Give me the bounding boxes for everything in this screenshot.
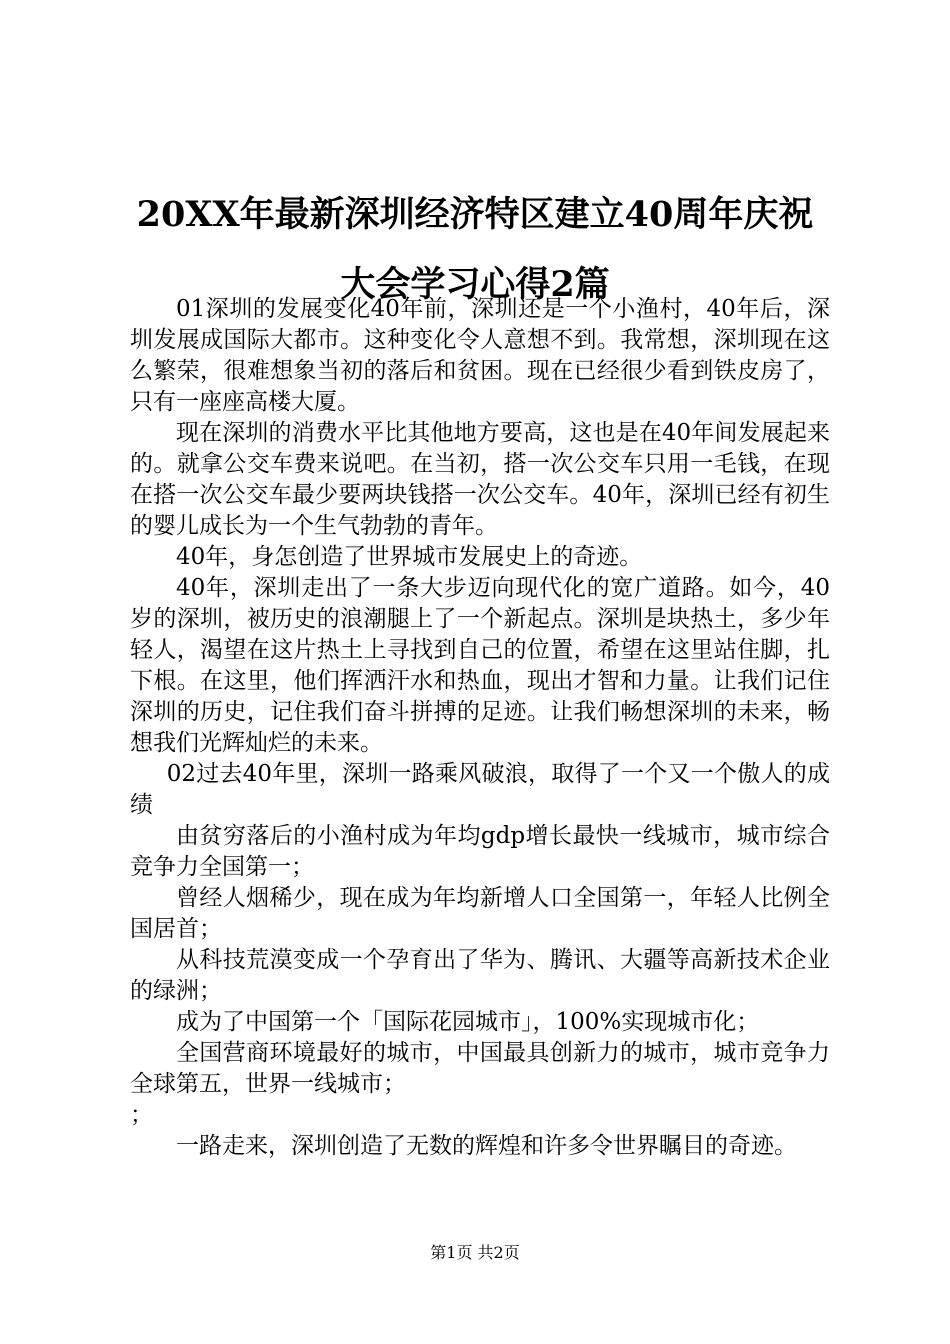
paragraph-11: ； <box>130 1102 153 1128</box>
document-title: 20XX年最新深圳经济特区建立40周年庆祝大会学习心得2篇 <box>136 194 814 305</box>
paragraph-9: 成为了中国第一个「国际花园城市」，100%实现城市化； <box>176 1009 760 1035</box>
document-body <box>130 294 830 1162</box>
paragraph-2: 现在深圳的消费水平比其他地方要高，这也是在40年间发展起来的。就拿公交车费来说吧。在当初，搭一次公交车只用一毛钱，在现在搭一次公交车最少要两块钱搭一次公交车。40年，深圳已经有初生的婴儿成长为一个生气勃勃的青年。 <box>130 420 830 539</box>
paragraph-3: 40年，身怎创造了世界城市发展史上的奇迹。 <box>176 544 643 570</box>
page-footer: 第1页 共2页 <box>430 1243 520 1262</box>
paragraph-1: 01深圳的发展变化40年前，深圳还是一个小渔村，40年后，深圳发展成国际大都市。这种变化令人意想不到。我常想，深圳现在这么繁荣，很难想象当初的落后和贫困。现在已经很少看到铁皮房了，只有一座座高楼大厦。 <box>130 296 830 415</box>
paragraph-4: 40年，深圳走出了一条大步迈向现代化的宽广道路。如今，40岁的深圳，被历史的浪潮腿上了一个新起点。深圳是块热土，多少年轻人，渴望在这片热土上寻找到自己的位置，希望在这里站住脚，扎下根。在这里，他们挥洒汗水和热血，现出才智和力量。让我们记住深圳的历史，记住我们奋斗拼搏的足迹。让我们畅想深圳的未来，畅想我们光辉灿烂的未来。 <box>130 575 830 756</box>
paragraph-8: 从科技荒漠变成一个孕育出了华为、腾讯、大疆等高新技术企业的绿洲； <box>130 947 830 1004</box>
paragraph-12: 一路走来，深圳创造了无数的辉煌和许多令世界瞩目的奇迹。 <box>176 1133 797 1159</box>
paragraph-6: 由贫穷落后的小渔村成为年均gdp增长最快一线城市，城市综合竞争力全国第一； <box>130 823 830 880</box>
paragraph-7: 曾经人烟稀少，现在成为年均新增人口全国第一，年轻人比例全国居首； <box>130 885 830 942</box>
paragraph-5: 02过去40年里，深圳一路乘风破浪，取得了一个又一个傲人的成绩 <box>130 761 830 818</box>
paragraph-10: 全国营商环境最好的城市，中国最具创新力的城市，城市竞争力全球第五，世界一线城市； <box>130 1040 830 1097</box>
